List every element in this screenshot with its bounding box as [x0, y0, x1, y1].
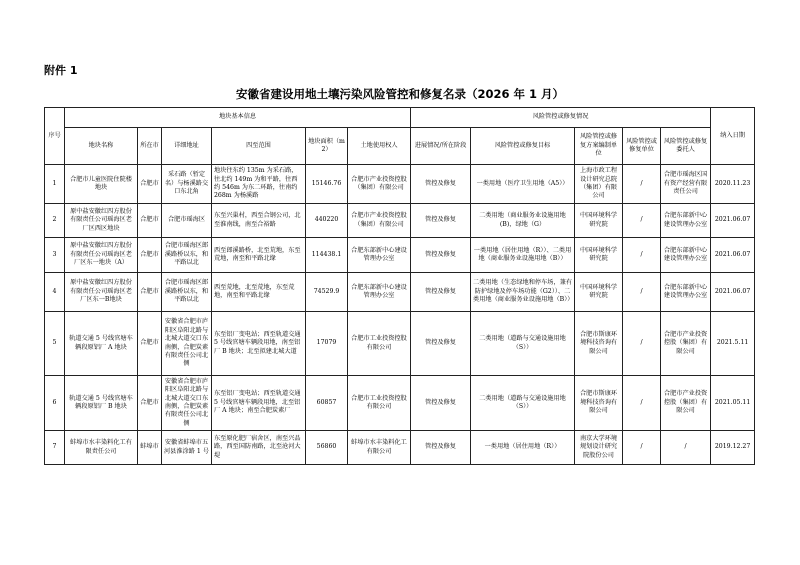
cell-exec-unit: / — [623, 204, 661, 238]
cell-progress: 管控及修复 — [411, 273, 471, 312]
table-row — [45, 273, 755, 312]
header-client: 风险管控或修复委托人 — [661, 128, 711, 165]
cell-target: 一类用地（居住用地（R））、二类用地（商业服务业设施用地（B）） — [471, 238, 575, 273]
cell-plan-unit: 合肥市斯康环境科技咨询有限公司 — [575, 312, 623, 376]
header-plan-unit: 风险管控或修复方案编制单位 — [575, 128, 623, 165]
cell-address: 安徽省合肥市庐阳区阜阳北路与北城大道交口东南侧，合肥炭素有限责任公司北侧 — [162, 376, 212, 431]
cell-land-user: 合肥市工业投资控股有限公司 — [348, 312, 411, 376]
header-area: 地块面积（m2） — [306, 128, 348, 165]
cell-progress: 管控及修复 — [411, 165, 471, 204]
cell-city: 蚌埠市 — [138, 431, 162, 465]
cell-city: 合肥市 — [138, 376, 162, 431]
cell-area: 60857 — [306, 376, 348, 431]
cell-city: 合肥市 — [138, 204, 162, 238]
cell-target: 二类用地（道路与交通设施用地（S）） — [471, 312, 575, 376]
cell-address: 安徽省合肥市庐阳区阜阳北路与北城大道交口东南侧，合肥炭素有限责任公司北侧 — [162, 312, 212, 376]
header-address: 详细地址 — [162, 128, 212, 165]
cell-exec-unit: / — [623, 312, 661, 376]
header-target: 风险管控或修复目标 — [471, 128, 575, 165]
cell-plot-name: 原中盐安徽红四方股份有限责任公司瑶海区老厂区东一B地块 — [65, 273, 138, 312]
cell-client: 合肥东部新中心建设管理办公室 — [661, 238, 711, 273]
header-group-risk: 风险管控或修复情况 — [411, 108, 711, 128]
table-row — [45, 238, 755, 273]
cell-plot-name: 蚌埠市水丰染料化工有限责任公司 — [65, 431, 138, 465]
cell-client: 合肥东部新中心建设管理办公室 — [661, 273, 711, 312]
cell-seq: 7 — [45, 431, 65, 465]
cell-boundary: 东至兴巢村，西至合钢公司，北至淮南线，南至合裕路 — [212, 204, 306, 238]
cell-target: 一类用地（居住用地（R）） — [471, 431, 575, 465]
cell-seq: 5 — [45, 312, 65, 376]
cell-date: 2019.12.27 — [711, 431, 755, 465]
cell-city: 合肥市 — [138, 165, 162, 204]
cell-address: 安徽省蚌埠市五河县淮涂路 1 号 — [162, 431, 212, 465]
cell-area: 114438.1 — [306, 238, 348, 273]
cell-area: 56860 — [306, 431, 348, 465]
header-progress: 进展情况/所在阶段 — [411, 128, 471, 165]
header-row-group — [45, 108, 755, 128]
cell-date: 2021.05.11 — [711, 376, 755, 431]
table-row — [45, 431, 755, 465]
cell-boundary: 西至荒地，北至荒地，东至荒地，南至和平路北缘 — [212, 273, 306, 312]
cell-seq: 3 — [45, 238, 65, 273]
cell-boundary: 东至原化肥厂宿舍区，南至兴品路，西至国防南路，北至沧河大堤 — [212, 431, 306, 465]
header-exec-unit: 风险管控或修复单位 — [623, 128, 661, 165]
document-title: 安徽省建设用地土壤污染风险管控和修复名录（2026 年 1 月） — [235, 87, 565, 101]
cell-date: 2021.06.07 — [711, 204, 755, 238]
cell-plot-name: 原中盐安徽红四方股份有限责任公司瑶海区老厂区东一地块（A） — [65, 238, 138, 273]
cell-city: 合肥市 — [138, 238, 162, 273]
cell-plot-name: 轨道交通 5 号线官塘车辆段原铝厂 B 地块 — [65, 376, 138, 431]
cell-plan-unit: 中国环境科学研究院 — [575, 273, 623, 312]
cell-target: 一类用地（医疗卫生用地（A5）） — [471, 165, 575, 204]
header-seq: 序号 — [45, 108, 65, 165]
cell-target: 二类用地（商业服务业设施用地(B)，绿地（G） — [471, 204, 575, 238]
cell-area: 15146.76 — [306, 165, 348, 204]
cell-date: 2021.06.07 — [711, 273, 755, 312]
cell-plot-name: 原中盐安徽红四方股份有限责任公司瑶海区老厂区西区地块 — [65, 204, 138, 238]
table-row — [45, 376, 755, 431]
cell-address: 采石路（暂定名）与杨溪路交口东北角 — [162, 165, 212, 204]
cell-date: 2021.06.07 — [711, 238, 755, 273]
cell-date: 2020.11.23 — [711, 165, 755, 204]
cell-area: 440220 — [306, 204, 348, 238]
remediation-list-table — [44, 107, 755, 465]
header-row-columns — [45, 128, 755, 165]
cell-land-user: 合肥东部新中心建设管理办公室 — [348, 238, 411, 273]
header-plot-name: 地块名称 — [65, 128, 138, 165]
cell-land-user: 蚌埠市水丰染料化工有限公司 — [348, 431, 411, 465]
cell-seq: 4 — [45, 273, 65, 312]
cell-plan-unit: 上海市政工程设计研究总院（集团）有限公司 — [575, 165, 623, 204]
table-row — [45, 165, 755, 204]
cell-client: 合肥市产业投资控股（集团）有限公司 — [661, 376, 711, 431]
cell-client: 合肥东部新中心建设管理办公室 — [661, 204, 711, 238]
cell-plot-name: 合肥市儿童医院住院楼地块 — [65, 165, 138, 204]
table-row — [45, 312, 755, 376]
cell-address: 合肥市瑶海区郎溪路桥以东，和平路以北 — [162, 273, 212, 312]
cell-boundary: 东至铝厂变电站；西至轨道交通 5 号线官塘车辆段用地，北至铝厂 A 地块；南至合肥炭素厂 — [212, 376, 306, 431]
cell-boundary: 西至郎溪路桥，北至荒地，东至荒地，南至和平路北缘 — [212, 238, 306, 273]
cell-seq: 6 — [45, 376, 65, 431]
cell-plan-unit: 南京大学环境规划设计研究院股份公司 — [575, 431, 623, 465]
cell-plan-unit: 中国环境科学研究院 — [575, 238, 623, 273]
cell-client: / — [661, 431, 711, 465]
cell-city: 合肥市 — [138, 273, 162, 312]
cell-area: 17079 — [306, 312, 348, 376]
header-city: 所在市 — [138, 128, 162, 165]
cell-progress: 管控及修复 — [411, 431, 471, 465]
cell-boundary: 地块往东约 135m 为采石路，往北约 149m 为和平路，往西约 546m 为东二环路，往南约 268m 为杨溪路 — [212, 165, 306, 204]
cell-boundary: 东至铝厂变电站；西至轨道交通 5 号线官塘车辆段用地，南至铝厂 B 地块；北至拟建北城大道 — [212, 312, 306, 376]
cell-progress: 管控及修复 — [411, 238, 471, 273]
header-group-basic: 地块基本信息 — [65, 108, 411, 128]
cell-client: 合肥市瑶海区国有资产经营有限责任公司 — [661, 165, 711, 204]
cell-seq: 2 — [45, 204, 65, 238]
cell-exec-unit: / — [623, 273, 661, 312]
header-land-user: 土地使用权人 — [348, 128, 411, 165]
cell-progress: 管控及修复 — [411, 312, 471, 376]
cell-address: 合肥市瑶海区 — [162, 204, 212, 238]
cell-exec-unit: / — [623, 238, 661, 273]
cell-plot-name: 轨道交通 5 号线官塘车辆段原铝厂 A 地块 — [65, 312, 138, 376]
cell-client: 合肥市产业投资控股（集团）有限公司 — [661, 312, 711, 376]
cell-progress: 管控及修复 — [411, 204, 471, 238]
cell-exec-unit: / — [623, 376, 661, 431]
cell-land-user: 合肥东部新中心建设管理办公室 — [348, 273, 411, 312]
cell-date: 2021.5.11 — [711, 312, 755, 376]
cell-target: 二类用地（生态绿地和停车场，兼有防护绿地及停车场功能（G2））、二类用地（商业服务业设施用地（B）） — [471, 273, 575, 312]
cell-plan-unit: 中国环境科学研究院 — [575, 204, 623, 238]
cell-land-user: 合肥市产业投资控股（集团）有限公司 — [348, 165, 411, 204]
cell-plan-unit: 合肥市斯康环境科技咨询有限公司 — [575, 376, 623, 431]
header-boundary: 四至范围 — [212, 128, 306, 165]
cell-area: 74529.9 — [306, 273, 348, 312]
cell-seq: 1 — [45, 165, 65, 204]
cell-address: 合肥市瑶海区郎溪路桥以东，和平路以北 — [162, 238, 212, 273]
cell-city: 合肥市 — [138, 312, 162, 376]
cell-progress: 管控及修复 — [411, 376, 471, 431]
header-record-date: 纳入日期 — [711, 108, 755, 165]
attachment-label: 附件 1 — [44, 64, 78, 77]
cell-exec-unit: / — [623, 431, 661, 465]
table-row — [45, 204, 755, 238]
cell-land-user: 合肥市产业投资控股（集团）有限公司 — [348, 204, 411, 238]
cell-target: 二类用地（道路与交通设施用地（S）） — [471, 376, 575, 431]
cell-land-user: 合肥市工业投资控股有限公司 — [348, 376, 411, 431]
cell-exec-unit: / — [623, 165, 661, 204]
